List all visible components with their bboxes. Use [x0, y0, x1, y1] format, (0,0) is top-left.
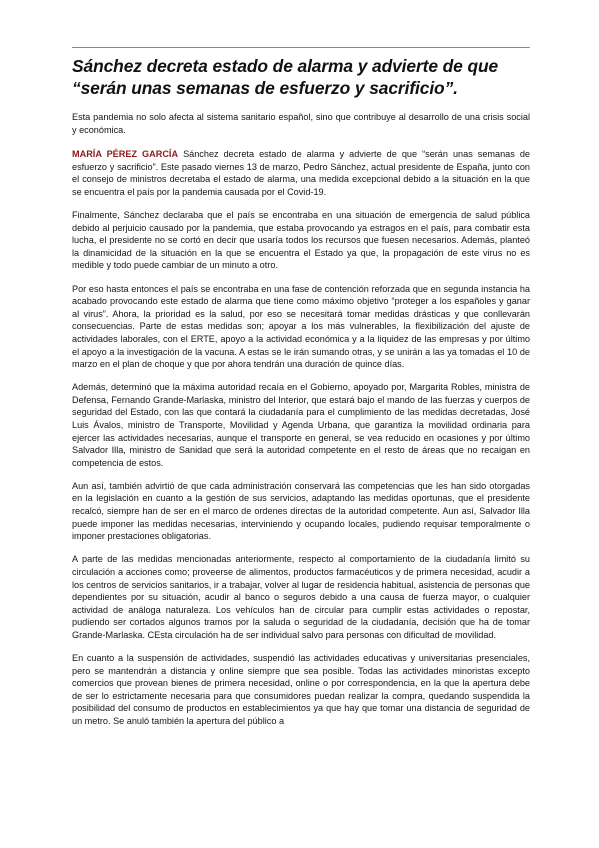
article-lede: Esta pandemia no solo afecta al sistema sanitario español, sino que contribuye al desarrollo de una crisis social y económica. [72, 112, 530, 135]
author-byline: MARÍA PÉREZ GARCÍA [72, 149, 179, 160]
article-paragraph-3: Por eso hasta entonces el país se encontraba en una fase de contención reforzada que en segunda instancia ha acabado provocando este estado de alarma que tiene como máximo objetivo “proteger a los españoles y ganar al virus”. Ahora, la prioridad es la salud, por eso se necesitará tomar medidas drásticas y que conllevarán consecuencias. Parte de estas medidas son; apoyar a los más vulnerables, la flexibilización del ajuste de actividades laborales, con el ERTE, apoyo a la actividad económica y a la liquidez de las empresas y por último el apoyo a la investigación de la vacuna. A estas se le irán sumando otras, y se unirán a las ya tomadas el 10 de marzo en el plan de choque y que por ahora tendrán una duración de quince días. [72, 283, 530, 370]
article-paragraph-2: Finalmente, Sánchez declaraba que el país se encontraba en una situación de emergencia de salud pública debido al perjuicio causado por la pandemia, que estaba provocando ya estragos en el país, para combatir esta lucha, el presidente no se cortó en decir que usaría todos los recursos que fuesen necesarios. Además, planteó la dinamicidad de la situación en la que se encuentra el Estado ya que, la propagación de este virus no es medible y todo puede cambiar de un minuto a otro. [72, 210, 530, 271]
article-paragraph-1 [72, 148, 530, 198]
document-page [72, 0, 530, 848]
article-paragraph-4: Además, determinó que la máxima autoridad recaía en el Gobierno, apoyado por, Margarita Robles, ministra de Defensa, Fernando Grande-Marlaska, ministro del Interior, que estará bajo el mando de las fuerzas y cuerpos de seguridad del Estado, con las que contará la ciudadanía para el cumplimiento de las medidas decretadas, José Luis Ávalos, ministro de Transporte, Movilidad y Agenda Urbana, que garantiza la movilidad ordinaria para ejercer las actividades necesarias, aunque el transporte en general, se vea reducido en ocasiones y por último Salvador Illa, ministro de Sanidad que será la autoridad competente en el resto de áreas que no recaigan en competencia de estos. [72, 382, 530, 468]
top-rule-divider [72, 47, 530, 48]
article-title: Sánchez decreta estado de alarma y advierte de que “serán unas semanas de esfuerzo y sacrificio”. [72, 56, 499, 98]
article-body [72, 111, 530, 738]
article-paragraph-7: En cuanto a la suspensión de actividades, suspendió las actividades educativas y universitarias presenciales, pero se mantendrán a distancia y online siempre que sea posible. Todas las actividades minoristas excepto comercios que provean bienes de primera necesidad, online o por correspondencia, en la que la apertura debe de ser lo estrictamente necesaria para que consumidores puedan realizar la compra, quedando suspendida la posibilidad del consumo de productos en establecimientos ya que hay que tomar una distancia de seguridad de un metro. Se anuló también la apertura del público a [72, 652, 530, 726]
paragraph-1-text: Sánchez decreta estado de alarma y advierte de que “serán unas semanas de esfuerzo y sacrificio”. Este pasado viernes 13 de marzo, Pedro Sánchez, actual presidente de España, junto con el consejo de ministros decretaba el estado de alarma, una medida excepcional debido a la situación en la que se encuentra el país por la pandemia causada por el Covid-19. [72, 149, 530, 197]
article-paragraph-6: A parte de las medidas mencionadas anteriormente, respecto al comportamiento de la ciudadanía limitó su circulación a acciones como; proveerse de alimentos, productos farmacéuticos y de primera necesidad, acudir a los centros de servicios sanitarios, ir a trabajar, volver al lugar de residencia habitual, asistencia de personas que dependientes por su situación, acudir al banco o seguros debido a una causa de fuerza mayor, o cualquier actividad de análoga naturaleza. Los vehículos han de circular para cumplir estas actividades o repostar, pudiendo ser cortados algunos tramos por la saluda o seguridad de la ciudadanía, decisión que ha de tomar Grande-Marlaska. CEsta circulación ha de ser individual salvo para personas con dificultad de movilidad. [72, 554, 530, 640]
article-paragraph-5: Aun así, también advirtió de que cada administración conservará las competencias que les han sido otorgadas en la legislación en cuanto a la gestión de sus servicios, adaptando las medidas oportunas, que el presidente recalcó, siempre han de ser en el marco de ordenes directas de la autoridad competente. Aun así, Salvador Illa puede imponer las medidas necesarias, interviniendo y ocupando locales, pudiendo requisar temporalmente o imponer prestaciones obligatorias. [72, 480, 530, 542]
